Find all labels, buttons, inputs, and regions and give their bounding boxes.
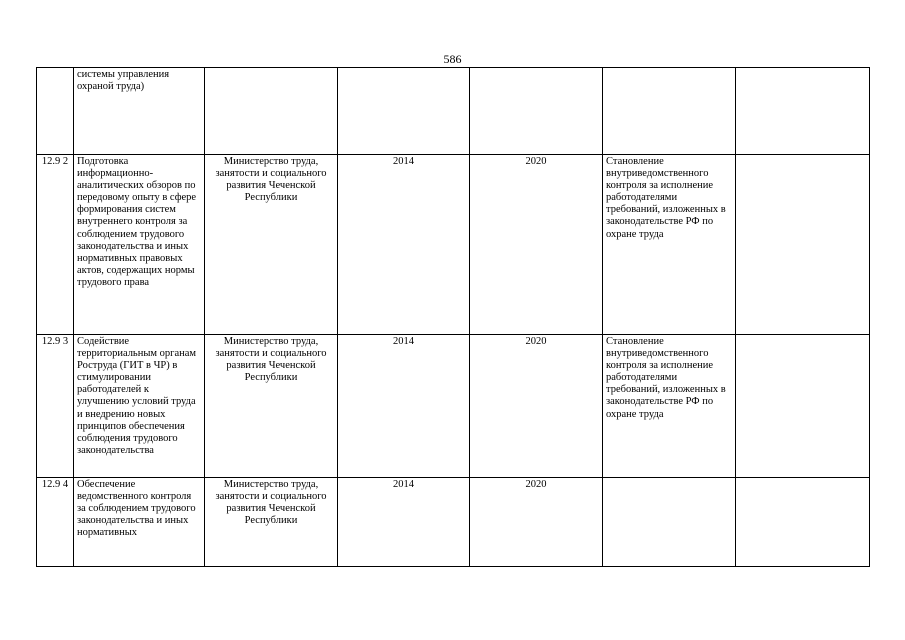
note-cell — [736, 68, 870, 155]
start-year-cell: 2014 — [338, 155, 470, 335]
start-year-cell — [338, 68, 470, 155]
end-year-cell — [470, 68, 603, 155]
start-year-cell: 2014 — [338, 335, 470, 478]
executor-cell: Министерство труда, занятости и социального развития Чеченской Республики — [205, 155, 338, 335]
executor-cell: Министерство труда, занятости и социального развития Чеченской Республики — [205, 478, 338, 567]
note-cell — [736, 478, 870, 567]
table-row — [37, 478, 870, 567]
end-year-cell: 2020 — [470, 335, 603, 478]
activity-name-cell: Подготовка информационно-аналитических обзоров по передовому опыту в сфере формирования систем внутреннего контроля за соблюдением трудового законодательства и иных нормативных правовых актов, содержащих нормы трудового права — [74, 155, 205, 335]
executor-cell — [205, 68, 338, 155]
note-cell — [736, 155, 870, 335]
row-number-cell: 12.9 2 — [37, 155, 74, 335]
expected-result-cell: Становление внутриведомственного контроля за исполнение работодателями требований, изложенных в законодательстве РФ по охране труда — [603, 155, 736, 335]
page-number: 586 — [443, 52, 462, 66]
activity-name-cell: Обеспечение ведомственного контроля за соблюдением трудового законодательства и иных нормативных — [74, 478, 205, 567]
expected-result-cell: Становление внутриведомственного контроля за исполнение работодателями требований, изложенных в законодательстве РФ по охране труда — [603, 335, 736, 478]
table-row — [37, 68, 870, 155]
expected-result-cell — [603, 68, 736, 155]
activity-name-cell: системы управления охраной труда) — [74, 68, 205, 155]
activity-name-cell: Содействие территориальным органам Роструда (ГИТ в ЧР) в стимулировании работодателей к улучшению условий труда и внедрению новых принципов обеспечения соблюдения трудового законодательства — [74, 335, 205, 478]
end-year-cell: 2020 — [470, 478, 603, 567]
row-number-cell: 12.9 4 — [37, 478, 74, 567]
program-activities-table — [36, 67, 870, 567]
row-number-cell — [37, 68, 74, 155]
end-year-cell: 2020 — [470, 155, 603, 335]
table-row — [37, 155, 870, 335]
table-row — [37, 335, 870, 478]
executor-cell: Министерство труда, занятости и социального развития Чеченской Республики — [205, 335, 338, 478]
start-year-cell: 2014 — [338, 478, 470, 567]
row-number-cell: 12.9 3 — [37, 335, 74, 478]
expected-result-cell — [603, 478, 736, 567]
note-cell — [736, 335, 870, 478]
